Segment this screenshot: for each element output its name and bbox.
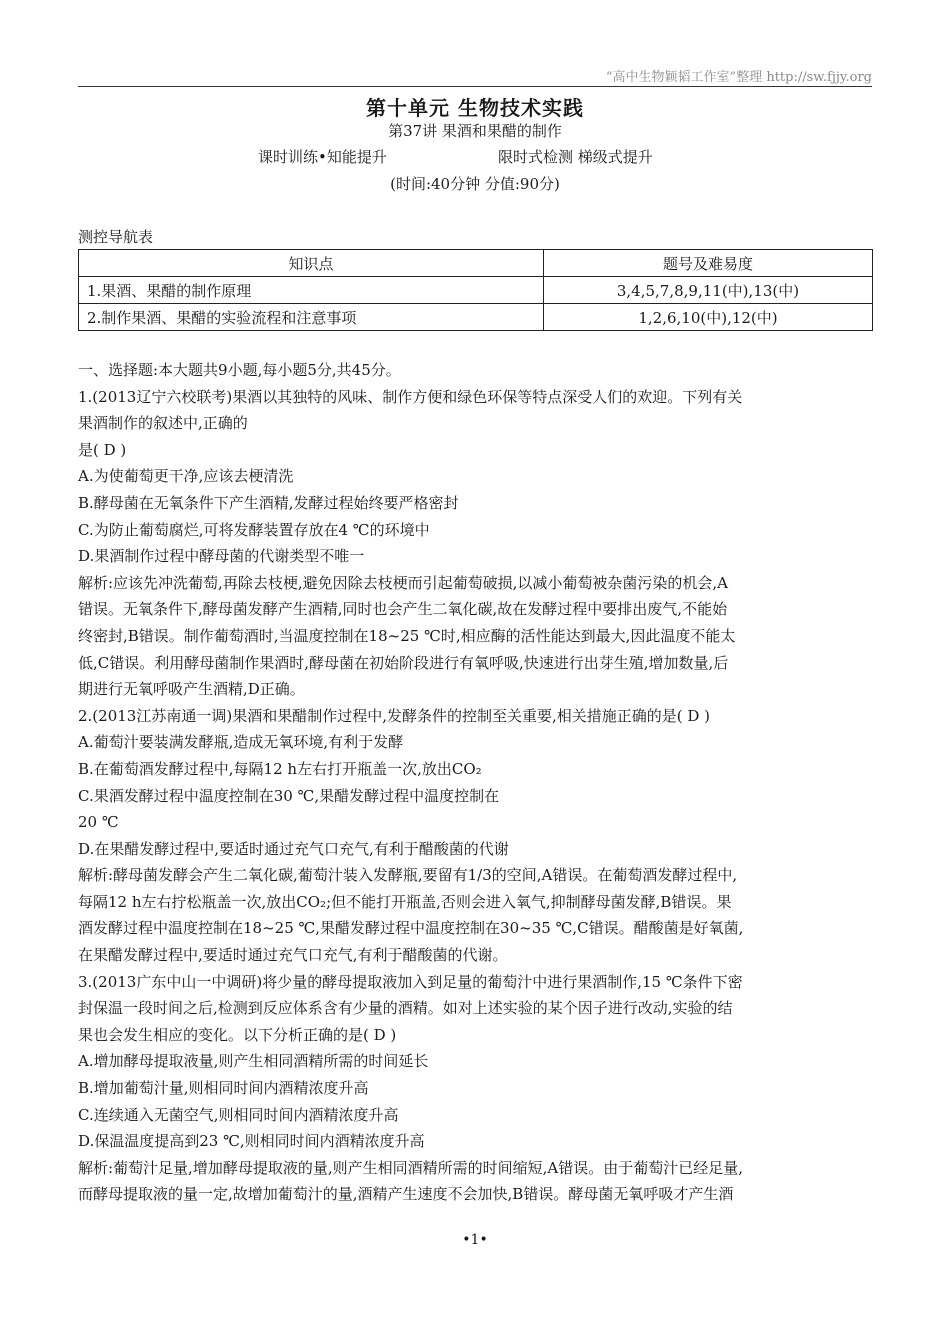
nav-table-label: 测控导航表 <box>78 228 154 246</box>
text-line: 错误。无氧条件下,酵母菌发酵产生酒精,同时也会产生二氧化碳,故在发酵过程中要排出废气,不能始 <box>78 600 728 619</box>
text-line: B.增加葡萄汁量,则相同时间内酒精浓度升高 <box>78 1079 369 1098</box>
text-line: C.连续通入无菌空气,则相同时间内酒精浓度升高 <box>78 1105 399 1124</box>
table-header-questions: 题号及难易度 <box>544 250 873 277</box>
text-line: A.葡萄汁要装满发酵瓶,造成无氧环境,有利于发酵 <box>78 733 404 752</box>
text-line: 期进行无氧呼吸产生酒精,D正确。 <box>78 680 305 699</box>
text-line: D.在果醋发酵过程中,要适时通过充气口充气,有利于醋酸菌的代谢 <box>78 839 509 858</box>
text-line: 果也会发生相应的变化。以下分析正确的是( D ) <box>78 1025 397 1044</box>
text-line: 每隔12 h左右拧松瓶盖一次,放出CO₂;但不能打开瓶盖,否则会进入氧气,抑制酵母菌发酵,B错误。果 <box>78 892 732 911</box>
table-cell: 1.果酒、果醋的制作原理 <box>79 277 544 304</box>
test-label: 限时式检测 梯级式提升 <box>498 148 653 166</box>
text-line: 20 ℃ <box>78 813 119 832</box>
text-line: 3.(2013广东中山一中调研)将少量的酵母提取液加入到足量的葡萄汁中进行果酒制作,15 ℃条件下密 <box>78 972 743 991</box>
text-line: 封保温一段时间之后,检测到反应体系含有少量的酒精。如对上述实验的某个因子进行改动,实验的结 <box>78 999 733 1018</box>
header-note: “高中生物颖韬工作室”整理 http://sw.fjjy.org <box>605 70 872 85</box>
text-line: 解析:酵母菌发酵会产生二氧化碳,葡萄汁装入发酵瓶,要留有1/3的空间,A错误。在葡萄酒发酵过程中, <box>78 866 738 885</box>
question-body <box>78 357 878 1208</box>
section-heading: 一、选择题:本大题共9小题,每小题5分,共45分。 <box>78 361 401 379</box>
text-line: C.为防止葡萄腐烂,可将发酵装置存放在4 ℃的环境中 <box>78 520 430 539</box>
header-rule <box>78 86 872 87</box>
table-row <box>79 277 873 304</box>
text-line: 而酵母提取液的量一定,故增加葡萄汁的量,酒精产生速度不会加快,B错误。酵母菌无氧呼吸才产生酒 <box>78 1185 734 1204</box>
text-line: B.在葡萄酒发酵过程中,每隔12 h左右打开瓶盖一次,放出CO₂ <box>78 759 482 778</box>
text-line: 果酒制作的叙述中,正确的 <box>78 414 248 433</box>
table-row <box>79 304 873 331</box>
text-line: 是( D ) <box>78 440 127 459</box>
text-line: B.酵母菌在无氧条件下产生酒精,发酵过程始终要严格密封 <box>78 493 459 512</box>
text-line: D.保温温度提高到23 ℃,则相同时间内酒精浓度升高 <box>78 1132 425 1151</box>
text-line: 1.(2013辽宁六校联考)果酒以其独特的风味、制作方便和绿色环保等特点深受人们的欢迎。下列有关 <box>78 387 743 406</box>
page-number: •1• <box>462 1232 488 1248</box>
text-line: 低,C错误。利用酵母菌制作果酒时,酵母菌在初始阶段进行有氧呼吸,快速进行出芽生殖,增加数量,后 <box>78 653 729 672</box>
text-line: 解析:葡萄汁足量,增加酵母提取液的量,则产生相同酒精所需的时间缩短,A错误。由于葡萄汁已经足量, <box>78 1158 743 1177</box>
table-header-knowledge: 知识点 <box>79 250 544 277</box>
text-line: 2.(2013江苏南通一调)果酒和果醋制作过程中,发酵条件的控制至关重要,相关措施正确的是( D ) <box>78 706 710 725</box>
time-score-line: (时间:40分钟 分值:90分) <box>390 175 560 193</box>
nav-table <box>78 249 873 331</box>
text-line: D.果酒制作过程中酵母菌的代谢类型不唯一 <box>78 547 365 566</box>
text-line: 在果醋发酵过程中,要适时通过充气口充气,有利于醋酸菌的代谢。 <box>78 946 508 965</box>
text-line: 终密封,B错误。制作葡萄酒时,当温度控制在18~25 ℃时,相应酶的活性能达到最大,因此温度不能太 <box>78 626 736 645</box>
table-header-row <box>79 250 873 277</box>
table-cell: 2.制作果酒、果醋的实验流程和注意事项 <box>79 304 544 331</box>
text-line: 解析:应该先冲洗葡萄,再除去枝梗,避免因除去枝梗而引起葡萄破损,以减小葡萄被杂菌污染的机会,A <box>78 573 728 592</box>
table-cell: 3,4,5,7,8,9,11(中),13(中) <box>544 277 873 304</box>
training-label: 课时训练•知能提升 <box>258 148 387 166</box>
text-line: 酒发酵过程中温度控制在18~25 ℃,果醋发酵过程中温度控制在30~35 ℃,C错误。醋酸菌是好氧菌, <box>78 919 744 938</box>
text-line: A.增加酵母提取液量,则产生相同酒精所需的时间延长 <box>78 1052 429 1071</box>
lecture-title: 第37讲 果酒和果醋的制作 <box>388 122 562 140</box>
text-line: C.果酒发酵过程中温度控制在30 ℃,果醋发酵过程中温度控制在 <box>78 786 500 805</box>
page-title: 第十单元 生物技术实践 <box>366 96 584 120</box>
table-cell: 1,2,6,10(中),12(中) <box>544 304 873 331</box>
text-line: A.为使葡萄更干净,应该去梗清洗 <box>78 467 294 486</box>
